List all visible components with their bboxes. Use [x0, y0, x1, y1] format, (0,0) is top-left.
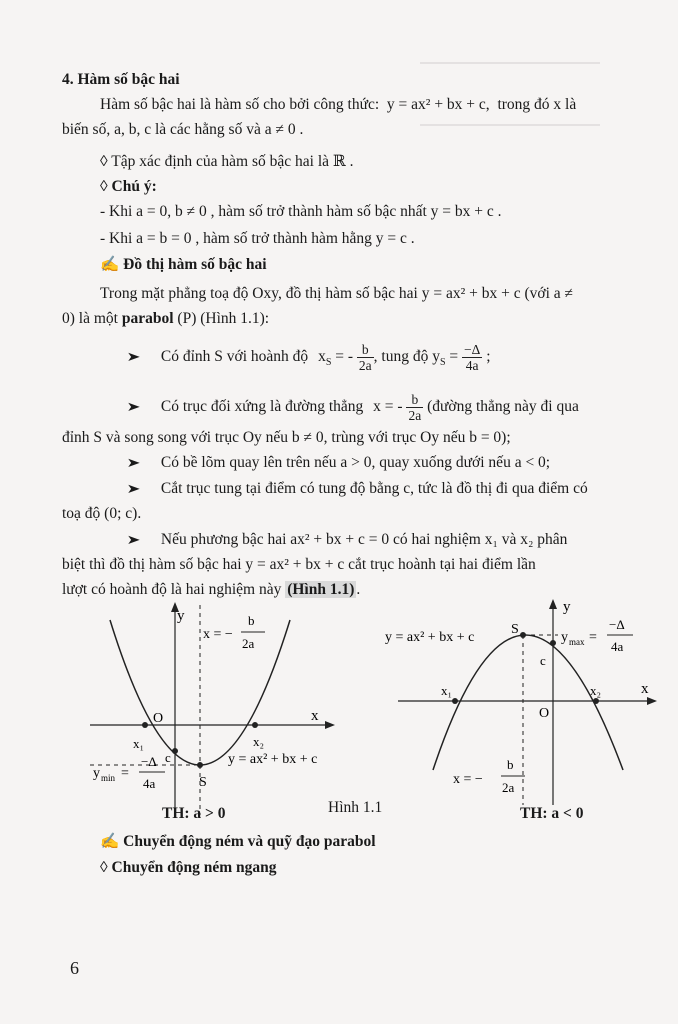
- figure-parabola-downward: [383, 595, 663, 810]
- svg-text:4a: 4a: [611, 639, 624, 654]
- svg-text:=: =: [589, 630, 597, 645]
- curve-equation: y = ax² + bx + c: [228, 752, 318, 767]
- arrow-bullet-icon: ➤: [126, 532, 141, 547]
- c-point: [172, 748, 178, 754]
- ymin-sub: min: [101, 773, 116, 783]
- axis-frac-den: 2a: [242, 636, 255, 651]
- vertex-label: S: [199, 775, 207, 790]
- svg-text:b: b: [507, 757, 514, 772]
- axis-frac-num: b: [248, 613, 255, 628]
- x1-point: [452, 698, 458, 704]
- curve-equation: y = ax² + bx + c: [385, 630, 475, 645]
- vertex-point: [520, 632, 526, 638]
- note-item: - Khi a = 0, b ≠ 0 , hàm số trở thành hàm số bậc nhất y = bx + c .: [100, 203, 502, 220]
- arrow-bullet-icon: ➤: [126, 399, 141, 415]
- figure-left-caption: TH: a > 0: [162, 805, 226, 822]
- x1-point: [142, 722, 148, 728]
- x2-point: [252, 722, 258, 728]
- ymax-label: y: [561, 630, 568, 645]
- subsection-title: ◊ Chuyển động ném ngang: [100, 859, 277, 876]
- bleed-through-decoration: [420, 62, 600, 126]
- y-label: y: [563, 599, 571, 615]
- origin-label: O: [153, 711, 164, 726]
- axis-eq: x = −: [203, 627, 233, 642]
- paragraph-line: biệt thì đồ thị hàm số bậc hai y = ax² + bx + c cắt trục hoành tại hai điểm lần: [62, 556, 536, 573]
- x1-label: x₁: [441, 683, 453, 698]
- ymin-label: y: [93, 766, 100, 781]
- figure-reference: (Hình 1.1): [287, 581, 355, 598]
- arrow-bullet-icon: ➤: [126, 481, 141, 496]
- svg-text:−Δ: −Δ: [609, 617, 625, 632]
- formula: y = ax² + bx + c,: [386, 96, 490, 113]
- fraction: $\frac{b}{2a}$: [358, 342, 372, 373]
- paragraph-line: toạ độ (0; c).: [62, 505, 142, 522]
- x-axis-arrow-icon: [647, 697, 657, 705]
- c-point: [550, 640, 556, 646]
- x2-point: [593, 698, 599, 704]
- domain-line: ◊ Tập xác định của hàm số bậc hai là ℝ .: [100, 153, 354, 170]
- x1-label: x₁: [133, 736, 145, 751]
- figure-right-caption: TH: a < 0: [520, 805, 584, 822]
- x-axis-arrow-icon: [325, 721, 335, 729]
- x2-label: x₂: [590, 683, 602, 698]
- figure-parabola-upward: [85, 600, 355, 820]
- fraction: $\frac{b}{2a}$: [408, 392, 422, 423]
- vertex-point: [197, 762, 203, 768]
- x2-label: x₂: [253, 734, 265, 749]
- arrow-bullet-icon: ➤: [126, 349, 141, 365]
- svg-text:2a: 2a: [502, 780, 515, 795]
- section-title: 4. Hàm số bậc hai: [62, 71, 180, 88]
- axis-eq: x = −: [453, 772, 483, 787]
- vertex-label: S: [511, 622, 519, 637]
- paragraph-line: đỉnh S và song song với trục Oy nếu b ≠ 0, trùng với trục Oy nếu b = 0);: [62, 429, 511, 446]
- bullet-item: ➤ Nếu phương bậc hai ax² + bx + c = 0 có hai nghiệm x₁ và x₂ phân: [126, 531, 568, 548]
- paragraph-line: 0) là một parabol (P) (Hình 1.1):: [62, 310, 270, 327]
- c-label: c: [165, 750, 171, 765]
- note-title: ◊ Chú ý:: [100, 178, 157, 195]
- paragraph-line: biến số, a, b, c là các hằng số và a ≠ 0 .: [62, 121, 304, 138]
- paragraph-line: Trong mặt phẳng toạ độ Oxy, đồ thị hàm số bậc hai y = ax² + bx + c (với a ≠: [100, 285, 574, 302]
- subsection-title: ✍ Đồ thị hàm số bậc hai: [100, 256, 267, 273]
- y-label: y: [177, 608, 185, 624]
- note-item: - Khi a = b = 0 , hàm số trở thành hàm hằng y = c .: [100, 230, 415, 247]
- svg-text:−Δ: −Δ: [141, 754, 157, 769]
- bullet-item: ➤ Cắt trục tung tại điểm có tung độ bằng c, tức là đồ thị đi qua điểm có: [126, 480, 588, 497]
- x-label: x: [311, 708, 319, 724]
- bullet-item: ➤ Có trục đối xứng là đường thẳng x = - $\frac{b}{2a}$ (đường thẳng này đi qua: [126, 392, 579, 423]
- arrow-bullet-icon: ➤: [126, 455, 141, 470]
- figure-caption: Hình 1.1: [328, 799, 383, 816]
- page-number: 6: [70, 958, 79, 978]
- svg-text:max: max: [569, 637, 585, 647]
- subsection-title: ✍ Chuyển động ném và quỹ đạo parabol: [100, 833, 376, 850]
- svg-text:=: =: [121, 766, 129, 781]
- c-label: c: [540, 653, 546, 668]
- bullet-item: ➤ Có đỉnh S với hoành độ $x_S$ = - $\frac{b}{2a}$ , tung độ $y_S$ = $\frac{-\Delta}{4a}$ ;: [126, 342, 491, 373]
- svg-text:4a: 4a: [143, 776, 156, 791]
- origin-label: O: [539, 706, 550, 721]
- fraction: $\frac{-\Delta}{4a}$: [464, 342, 481, 373]
- paragraph-line: Hàm số bậc hai là hàm số cho bởi công thức: y = ax² + bx + c, trong đó x là: [100, 96, 577, 113]
- y-axis-arrow-icon: [549, 599, 557, 609]
- x-label: x: [641, 681, 649, 697]
- bullet-item: ➤ Có bề lõm quay lên trên nếu a > 0, quay xuống dưới nếu a < 0;: [126, 454, 551, 471]
- paragraph-line: lượt có hoành độ là hai nghiệm này (Hình 1.1) .: [62, 581, 361, 598]
